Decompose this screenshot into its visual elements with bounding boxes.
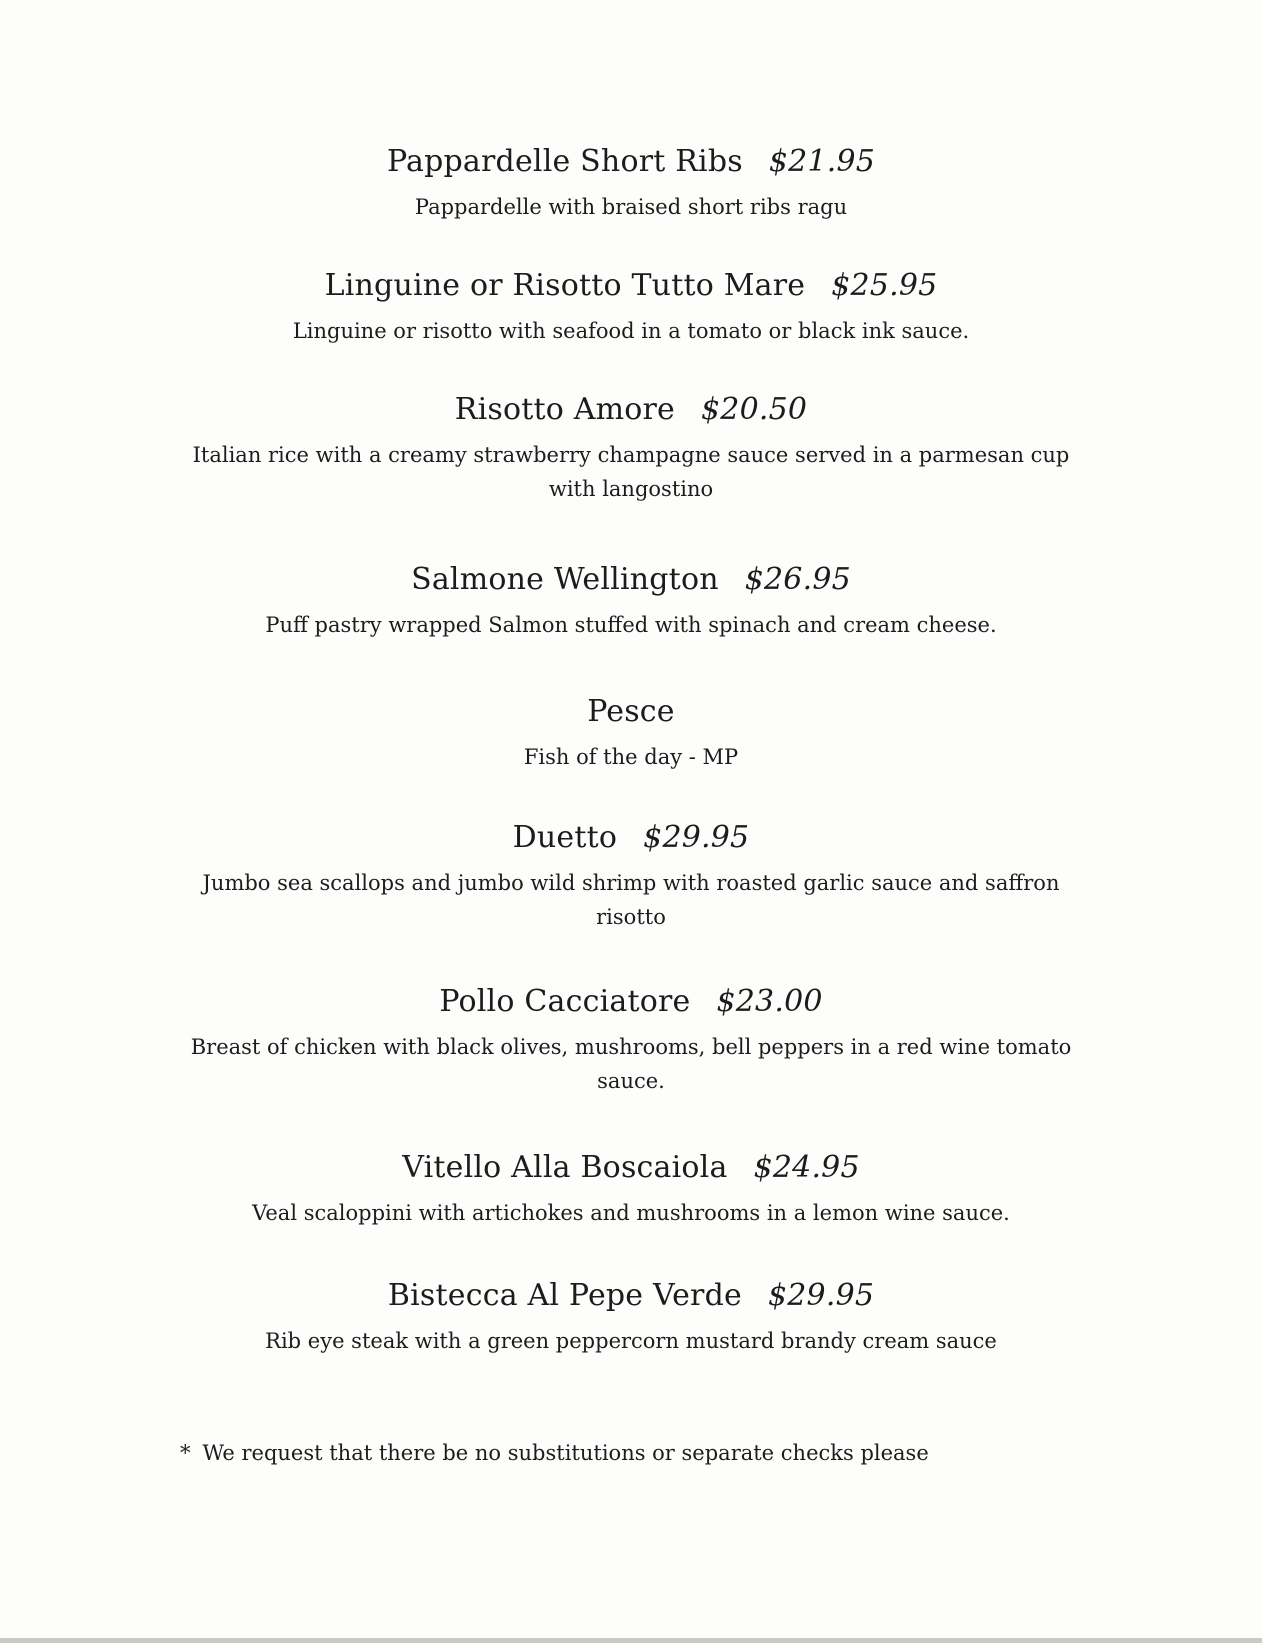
menu-item-title [0,392,1262,428]
menu-item-name: Risotto Amore [454,392,676,427]
menu-item-description: Fish of the day - MP [523,745,739,769]
menu-item-name: Vitello Alla Boscaiola [402,1150,728,1185]
menu-item-description: Puff pastry wrapped Salmon stuffed with spinach and cream cheese. [265,613,997,637]
menu-item-description: Rib eye steak with a green peppercorn mustard brandy cream sauce [265,1329,997,1353]
menu-item-name: Salmone Wellington [411,562,719,597]
menu-item-price: $25.95 [831,268,938,303]
menu-item-description: Italian rice with a creamy strawberry champagne sauce served in a parmesan cup with langostino [192,443,1070,501]
menu-item [0,820,1262,934]
footnote-text: We request that there be no substitutions or separate checks please [202,1441,929,1465]
menu-item-price: $29.95 [767,1278,875,1313]
menu-item-description: Breast of chicken with black olives, mushrooms, bell peppers in a red wine tomato sauce. [190,1035,1072,1093]
menu-item-name: Duetto [512,820,618,855]
menu-item-title [0,144,1262,180]
menu-item-description: Jumbo sea scallops and jumbo wild shrimp with roasted garlic sauce and saffron risotto [202,871,1060,929]
menu-item [0,144,1262,224]
menu-item-title [0,820,1262,856]
menu-item-price: $26.95 [744,562,851,597]
menu-item-description: Linguine or risotto with seafood in a tomato or black ink sauce. [292,319,970,343]
menu-item-name: Pollo Cacciatore [439,984,691,1019]
menu-item [0,694,1262,774]
menu-item-title [0,268,1262,304]
menu-item-title [0,562,1262,598]
menu-item [0,1278,1262,1358]
menu-item-title [0,1150,1262,1186]
menu-item-price: $21.95 [768,144,876,179]
menu-item-price: $23.00 [716,984,823,1019]
footnote-asterisk: * [180,1441,191,1465]
menu-item [0,392,1262,506]
footnote [180,1438,929,1468]
menu-item [0,268,1262,348]
menu-item-title [0,984,1262,1020]
menu-item-description: Pappardelle with braised short ribs ragu [414,195,848,219]
menu-item-name: Bistecca Al Pepe Verde [387,1278,742,1313]
menu-item-description: Veal scaloppini with artichokes and mushrooms in a lemon wine sauce. [252,1201,1010,1225]
menu-item-title [0,694,1262,730]
menu-item [0,1150,1262,1230]
menu-item [0,562,1262,642]
menu-item-price: $20.50 [701,392,808,427]
menu-item-name: Pappardelle Short Ribs [386,144,743,179]
menu-item-name: Linguine or Risotto Tutto Mare [324,268,806,303]
menu-item-name: Pesce [587,694,675,729]
scan-bottom-edge [0,1638,1262,1643]
menu-item-title [0,1278,1262,1314]
menu-item [0,984,1262,1098]
menu-item-price: $29.95 [643,820,750,855]
menu-item-price: $24.95 [753,1150,860,1185]
